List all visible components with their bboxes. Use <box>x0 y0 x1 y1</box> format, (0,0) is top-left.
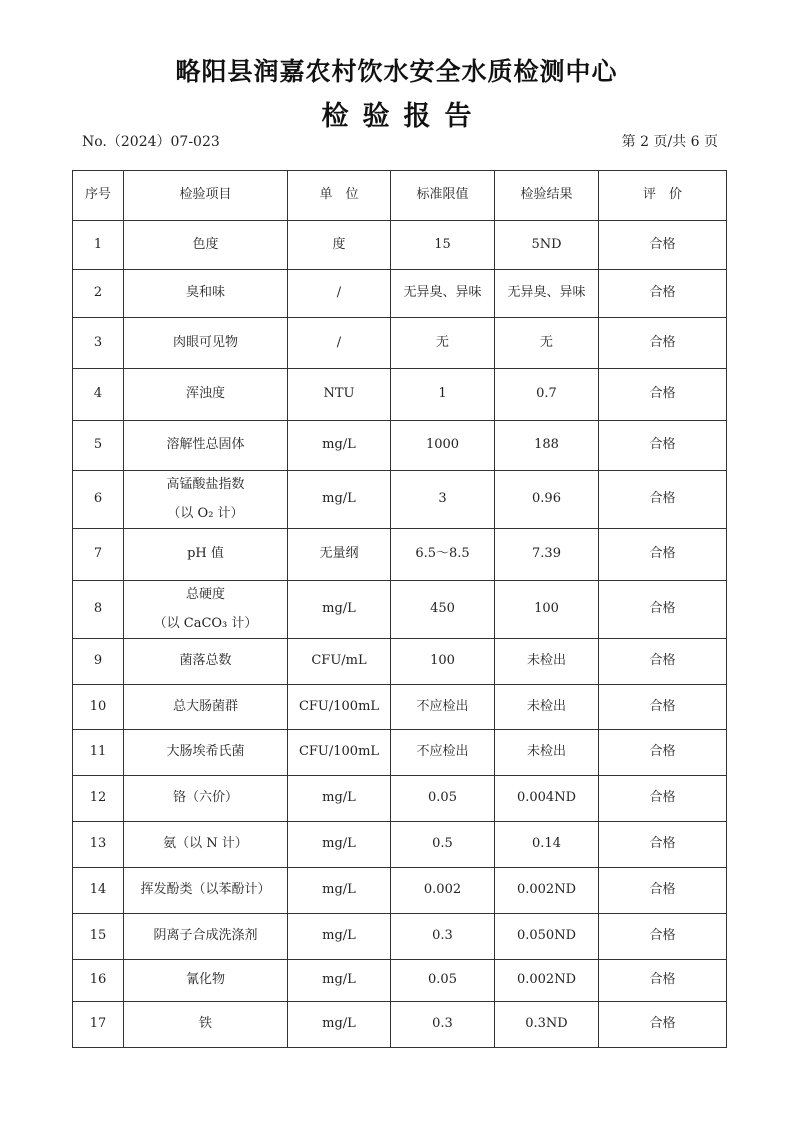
cell-item <box>124 868 288 914</box>
cell-seq-text: 9 <box>93 653 103 669</box>
organization-title: 略阳县润嘉农村饮水安全水质检测中心 <box>175 57 618 86</box>
cell-limit-text: 1000 <box>425 437 460 453</box>
cell-seq-text: 13 <box>89 836 107 852</box>
cell-item <box>124 369 288 421</box>
cell-unit-text: NTU <box>323 386 355 402</box>
cell-seq <box>73 730 124 776</box>
table-header-row <box>73 171 727 221</box>
cell-item-text: 总硬度 <box>185 587 225 603</box>
cell-evaluation-text: 合格 <box>649 491 676 507</box>
cell-evaluation-text: 合格 <box>649 386 676 402</box>
cell-unit <box>288 730 391 776</box>
cell-item-text: 总大肠菌群 <box>172 698 238 714</box>
cell-item-text: 大肠埃希氏菌 <box>166 744 245 760</box>
cell-evaluation <box>599 369 727 421</box>
cell-item-text: 铬（六价） <box>172 790 238 806</box>
cell-limit-text: 0.3 <box>432 1016 453 1032</box>
cell-limit-text: 100 <box>430 653 455 669</box>
test-results-table <box>72 170 727 1048</box>
cell-seq-text: 8 <box>93 601 103 617</box>
cell-result-text: 7.39 <box>532 546 561 562</box>
cell-limit-text: 3 <box>438 491 447 507</box>
cell-result <box>495 221 599 270</box>
cell-evaluation <box>599 529 727 581</box>
cell-limit-text: 1 <box>438 386 447 402</box>
cell-limit <box>391 639 495 685</box>
cell-unit-text: CFU/mL <box>311 653 367 669</box>
cell-item-text: 氨（以 N 计） <box>163 836 248 852</box>
cell-seq-text: 14 <box>89 882 107 898</box>
cell-limit-text: 0.5 <box>432 836 453 852</box>
cell-seq-text: 4 <box>93 386 103 402</box>
cell-item <box>124 471 288 529</box>
cell-unit-text: mg/L <box>322 790 356 806</box>
cell-unit <box>288 776 391 822</box>
cell-item <box>124 776 288 822</box>
cell-item <box>124 529 288 581</box>
cell-seq <box>73 318 124 369</box>
cell-seq <box>73 1002 124 1048</box>
cell-unit-text: mg/L <box>322 491 356 507</box>
table-row <box>73 914 727 960</box>
cell-evaluation <box>599 639 727 685</box>
cell-result-text: 5ND <box>531 236 562 252</box>
cell-result-text: 0.004ND <box>516 790 576 806</box>
cell-item-text: 色度 <box>192 236 219 252</box>
cell-item <box>124 221 288 270</box>
cell-limit-text: 无异臭、异味 <box>403 285 482 301</box>
cell-item-text: 溶解性总固体 <box>166 437 245 453</box>
cell-evaluation-text: 合格 <box>649 1016 676 1032</box>
cell-unit <box>288 221 391 270</box>
cell-result-text: 未检出 <box>526 698 566 714</box>
cell-result <box>495 639 599 685</box>
cell-item <box>124 914 288 960</box>
cell-seq <box>73 868 124 914</box>
header-result: 检验结果 <box>495 171 599 221</box>
cell-result-text: 0.7 <box>536 386 557 402</box>
cell-item <box>124 730 288 776</box>
cell-seq-text: 1 <box>93 236 103 252</box>
cell-seq-text: 17 <box>89 1016 107 1032</box>
table-row <box>73 369 727 421</box>
header-evaluation: 评 价 <box>599 171 727 221</box>
cell-limit <box>391 960 495 1002</box>
cell-item <box>124 639 288 685</box>
cell-evaluation-text: 合格 <box>649 698 676 714</box>
cell-limit <box>391 270 495 318</box>
cell-result-text: 0.002ND <box>516 972 576 988</box>
cell-limit-text: 450 <box>430 601 455 617</box>
table-row <box>73 685 727 730</box>
table-row <box>73 868 727 914</box>
cell-item <box>124 581 288 639</box>
cell-evaluation-text: 合格 <box>649 437 676 453</box>
cell-item-text: 臭和味 <box>185 285 225 301</box>
cell-evaluation-text: 合格 <box>649 882 676 898</box>
report-number: No.（2024）07-023 <box>82 134 220 150</box>
cell-evaluation <box>599 960 727 1002</box>
cell-unit-text: mg/L <box>322 437 356 453</box>
cell-seq <box>73 639 124 685</box>
cell-evaluation <box>599 914 727 960</box>
cell-result-text: 0.3ND <box>525 1016 568 1032</box>
cell-limit <box>391 868 495 914</box>
cell-unit-text: 度 <box>332 236 346 252</box>
cell-limit <box>391 221 495 270</box>
cell-seq-text: 10 <box>89 698 107 714</box>
cell-limit <box>391 318 495 369</box>
table-row <box>73 471 727 529</box>
table-row <box>73 730 727 776</box>
cell-unit <box>288 369 391 421</box>
cell-unit-text: mg/L <box>322 928 356 944</box>
cell-unit <box>288 581 391 639</box>
cell-seq <box>73 960 124 1002</box>
cell-seq <box>73 914 124 960</box>
cell-evaluation <box>599 730 727 776</box>
cell-limit <box>391 529 495 581</box>
cell-result-text: 0.002ND <box>516 882 576 898</box>
cell-evaluation-text: 合格 <box>649 928 676 944</box>
table-row <box>73 421 727 471</box>
cell-result <box>495 421 599 471</box>
cell-item-text: 浑浊度 <box>185 386 225 402</box>
cell-limit-text: 15 <box>434 236 451 252</box>
cell-unit <box>288 471 391 529</box>
table-body <box>73 221 727 1048</box>
cell-result <box>495 730 599 776</box>
cell-result <box>495 1002 599 1048</box>
cell-unit-text: mg/L <box>322 972 356 988</box>
cell-item-text: 菌落总数 <box>179 653 232 669</box>
cell-item <box>124 421 288 471</box>
cell-seq-text: 12 <box>89 790 107 806</box>
cell-result <box>495 960 599 1002</box>
cell-unit-text: / <box>336 334 342 350</box>
cell-limit-text: 0.05 <box>428 972 457 988</box>
cell-seq-text: 2 <box>93 285 103 301</box>
cell-unit-text: mg/L <box>322 836 356 852</box>
cell-evaluation-text: 合格 <box>649 836 676 852</box>
cell-unit <box>288 822 391 868</box>
table-row <box>73 581 727 639</box>
cell-seq-text: 3 <box>93 334 103 350</box>
cell-seq-text: 7 <box>93 546 103 562</box>
cell-result <box>495 868 599 914</box>
cell-limit-text: 不应检出 <box>416 744 469 760</box>
cell-limit-text: 6.5～8.5 <box>415 546 470 562</box>
cell-result <box>495 685 599 730</box>
cell-limit <box>391 471 495 529</box>
cell-limit-text: 不应检出 <box>416 698 469 714</box>
cell-result-text: 未检出 <box>526 744 566 760</box>
cell-item-subtext: （以 CaCO₃ 计） <box>153 615 258 631</box>
cell-unit <box>288 529 391 581</box>
cell-limit <box>391 1002 495 1048</box>
cell-seq <box>73 776 124 822</box>
cell-evaluation <box>599 471 727 529</box>
cell-item-text: pH 值 <box>187 546 224 562</box>
cell-item-subtext: （以 O₂ 计） <box>167 505 244 521</box>
cell-item <box>124 822 288 868</box>
cell-evaluation-text: 合格 <box>649 285 676 301</box>
cell-limit <box>391 421 495 471</box>
cell-seq-text: 5 <box>93 437 103 453</box>
cell-result <box>495 529 599 581</box>
cell-seq <box>73 685 124 730</box>
cell-item-text: 高锰酸盐指数 <box>166 477 245 493</box>
cell-unit <box>288 318 391 369</box>
cell-limit <box>391 730 495 776</box>
cell-seq <box>73 369 124 421</box>
cell-evaluation-text: 合格 <box>649 790 676 806</box>
cell-item <box>124 270 288 318</box>
cell-seq <box>73 529 124 581</box>
table-row <box>73 639 727 685</box>
cell-result-text: 188 <box>534 437 559 453</box>
cell-limit <box>391 914 495 960</box>
cell-unit <box>288 421 391 471</box>
cell-result <box>495 270 599 318</box>
cell-evaluation <box>599 221 727 270</box>
cell-result-text: 无 <box>539 334 553 350</box>
cell-limit-text: 0.002 <box>423 882 462 898</box>
cell-result-text: 无异臭、异味 <box>507 285 586 301</box>
cell-evaluation <box>599 270 727 318</box>
cell-item <box>124 960 288 1002</box>
cell-limit-text: 0.05 <box>428 790 457 806</box>
report-title: 检验报告 <box>321 101 486 132</box>
cell-result <box>495 776 599 822</box>
cell-seq-text: 6 <box>93 491 103 507</box>
cell-unit-text: CFU/100mL <box>298 744 380 760</box>
cell-unit <box>288 639 391 685</box>
cell-item <box>124 685 288 730</box>
header-item: 检验项目 <box>124 171 288 221</box>
cell-seq-text: 16 <box>89 972 107 988</box>
cell-limit <box>391 581 495 639</box>
cell-limit <box>391 822 495 868</box>
cell-result-text: 未检出 <box>526 653 566 669</box>
table-row <box>73 529 727 581</box>
cell-seq <box>73 421 124 471</box>
cell-limit-text: 0.3 <box>432 928 453 944</box>
header-unit: 单 位 <box>288 171 391 221</box>
table-row <box>73 960 727 1002</box>
table-row <box>73 822 727 868</box>
cell-unit-text: mg/L <box>322 601 356 617</box>
cell-evaluation-text: 合格 <box>649 744 676 760</box>
cell-seq <box>73 581 124 639</box>
cell-evaluation <box>599 776 727 822</box>
cell-unit-text: 无量纲 <box>319 546 359 562</box>
cell-result <box>495 822 599 868</box>
cell-evaluation <box>599 318 727 369</box>
cell-unit <box>288 1002 391 1048</box>
cell-unit-text: mg/L <box>322 1016 356 1032</box>
cell-unit <box>288 960 391 1002</box>
cell-limit-text: 无 <box>435 334 449 350</box>
cell-item-text: 挥发酚类（以苯酚计） <box>140 882 271 898</box>
cell-evaluation <box>599 581 727 639</box>
cell-evaluation-text: 合格 <box>649 334 676 350</box>
cell-evaluation <box>599 822 727 868</box>
cell-item <box>124 1002 288 1048</box>
cell-item-text: 肉眼可见物 <box>172 334 238 350</box>
cell-limit <box>391 369 495 421</box>
cell-evaluation <box>599 421 727 471</box>
header-limit: 标准限值 <box>391 171 495 221</box>
table-row <box>73 776 727 822</box>
cell-result <box>495 471 599 529</box>
cell-evaluation-text: 合格 <box>649 972 676 988</box>
cell-unit <box>288 685 391 730</box>
page-info: 第 2 页/共 6 页 <box>621 134 718 150</box>
cell-result-text: 100 <box>534 601 559 617</box>
table-row <box>73 270 727 318</box>
cell-seq-text: 11 <box>89 744 107 760</box>
cell-result-text: 0.96 <box>532 491 561 507</box>
cell-item <box>124 318 288 369</box>
cell-unit <box>288 868 391 914</box>
table-row <box>73 1002 727 1048</box>
cell-result <box>495 914 599 960</box>
cell-result-text: 0.050ND <box>516 928 576 944</box>
cell-unit <box>288 914 391 960</box>
cell-evaluation <box>599 685 727 730</box>
cell-item-text: 铁 <box>198 1016 212 1032</box>
cell-evaluation-text: 合格 <box>649 601 676 617</box>
header-seq: 序号 <box>73 171 124 221</box>
cell-evaluation-text: 合格 <box>649 653 676 669</box>
cell-unit <box>288 270 391 318</box>
cell-unit-text: / <box>336 285 342 301</box>
cell-unit-text: mg/L <box>322 882 356 898</box>
cell-result <box>495 318 599 369</box>
cell-result <box>495 369 599 421</box>
cell-evaluation-text: 合格 <box>649 236 676 252</box>
table-row <box>73 221 727 270</box>
cell-limit <box>391 685 495 730</box>
cell-seq-text: 15 <box>89 928 107 944</box>
cell-seq <box>73 471 124 529</box>
cell-evaluation <box>599 868 727 914</box>
cell-item-text: 氰化物 <box>185 972 225 988</box>
table-row <box>73 318 727 369</box>
cell-seq <box>73 270 124 318</box>
cell-limit <box>391 776 495 822</box>
cell-result-text: 0.14 <box>532 836 561 852</box>
cell-seq <box>73 221 124 270</box>
cell-evaluation <box>599 1002 727 1048</box>
cell-seq <box>73 822 124 868</box>
cell-unit-text: CFU/100mL <box>298 698 380 714</box>
cell-evaluation-text: 合格 <box>649 546 676 562</box>
cell-item-text: 阴离子合成洗涤剂 <box>153 928 258 944</box>
cell-result <box>495 581 599 639</box>
